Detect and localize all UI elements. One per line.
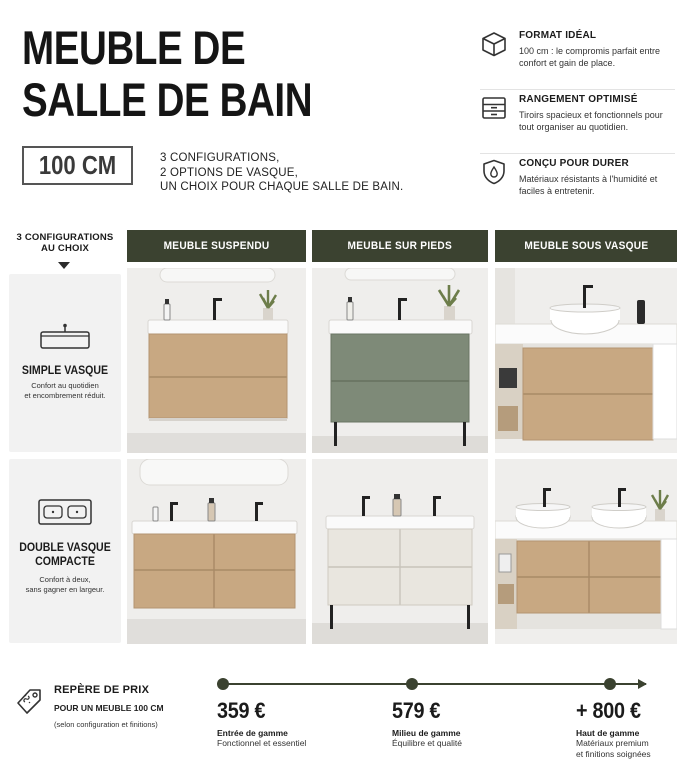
column-header-under-sink [495, 230, 677, 262]
tier-name: Entrée de gamme [217, 728, 288, 738]
feature-desc: Matériaux résistants à l'humidité et faciles à entretenir. [519, 174, 658, 196]
intro-text [160, 151, 403, 195]
column-header-legs [312, 230, 488, 262]
price-timeline [218, 683, 646, 685]
column-header-label: MEUBLE SUR PIEDS [347, 240, 453, 252]
size-badge [22, 146, 133, 185]
tier-desc: Fonctionnel et essentiel [217, 738, 307, 748]
price-title: REPÈRE DE PRIX [54, 684, 150, 696]
price-tag-icon [14, 686, 44, 716]
drawers-icon [480, 94, 508, 122]
price-marker-entry [217, 678, 229, 690]
feature-title: RANGEMENT OPTIMISÉ [519, 94, 638, 105]
feature-storage [480, 92, 675, 154]
row-title-line: DOUBLE VASQUE [19, 542, 111, 554]
tier-price: + 800 € [576, 698, 641, 723]
tier-name: Milieu de gamme [392, 728, 461, 738]
column-header-label: MEUBLE SUSPENDU [163, 240, 270, 252]
box-icon [480, 30, 508, 58]
configurations-label-line1: 3 CONFIGURATIONS [16, 232, 114, 243]
feature-format [480, 28, 675, 90]
tier-desc: Équilibre et qualité [392, 738, 462, 748]
photo-legs-single [312, 268, 488, 453]
tier-name: Haut de gamme [576, 728, 640, 738]
shield-drop-icon [480, 158, 508, 186]
feature-title: CONÇU POUR DURER [519, 158, 629, 169]
tier-desc: et finitions soignées [576, 749, 651, 759]
row-title-line: COMPACTE [35, 556, 95, 568]
arrow-right-icon [638, 679, 647, 689]
row-desc-line: Confort à deux, [39, 575, 91, 584]
price-marker-mid [406, 678, 418, 690]
price-tier-mid [392, 698, 462, 749]
price-marker-high [604, 678, 616, 690]
column-header-suspended [127, 230, 306, 262]
price-note: (selon configuration et finitions) [54, 720, 158, 729]
row-desc-line: sans gagner en largeur. [25, 585, 105, 594]
row-desc [9, 575, 121, 595]
photo-under-sink-single [495, 268, 677, 453]
tier-price: 579 € [392, 698, 441, 723]
photo-suspended-single [127, 268, 306, 453]
intro-line: 3 CONFIGURATIONS, [160, 152, 280, 164]
feature-title: FORMAT IDÉAL [519, 30, 597, 41]
intro-line: 2 OPTIONS DE VASQUE, [160, 166, 298, 179]
feature-desc: 100 cm : le compromis parfait entre confort et gain de place. [519, 46, 661, 68]
intro-line: UN CHOIX POUR CHAQUE SALLE DE BAIN. [160, 181, 404, 193]
price-subtitle: POUR UN MEUBLE 100 CM [54, 703, 164, 713]
photo-under-sink-double [495, 459, 677, 644]
feature-desc: Tiroirs spacieux et fonctionnels pour tout organiser au quotidien. [519, 110, 663, 132]
tier-price: 359 € [217, 698, 266, 723]
double-basin-icon [37, 497, 93, 527]
single-basin-icon [37, 322, 93, 352]
photo-suspended-double [127, 459, 306, 644]
page-title-line2: SALLE DE BAIN [22, 73, 313, 126]
price-tier-high [576, 698, 651, 760]
page-title-line1: MEUBLE DE [22, 21, 246, 74]
row-desc-line: Confort au quotidien [31, 381, 99, 390]
feature-durable [480, 156, 675, 218]
price-tier-entry [217, 698, 306, 749]
column-header-label: MEUBLE SOUS VASQUE [524, 240, 648, 252]
feature-list [480, 28, 675, 220]
row-desc-line: et encombrement réduit. [24, 391, 106, 400]
configurations-label-line2: AU CHOIX [40, 243, 90, 254]
page-title [22, 22, 312, 126]
row-card-single [9, 274, 121, 452]
tier-desc: Matériaux premium [576, 738, 649, 748]
row-title: SIMPLE VASQUE [21, 365, 109, 377]
down-triangle-icon [58, 262, 70, 269]
photo-legs-double [312, 459, 488, 644]
row-title [13, 541, 116, 569]
row-desc [9, 381, 121, 401]
size-badge-label: 100 CM [38, 150, 117, 180]
configurations-label [10, 232, 120, 254]
row-card-double [9, 459, 121, 643]
